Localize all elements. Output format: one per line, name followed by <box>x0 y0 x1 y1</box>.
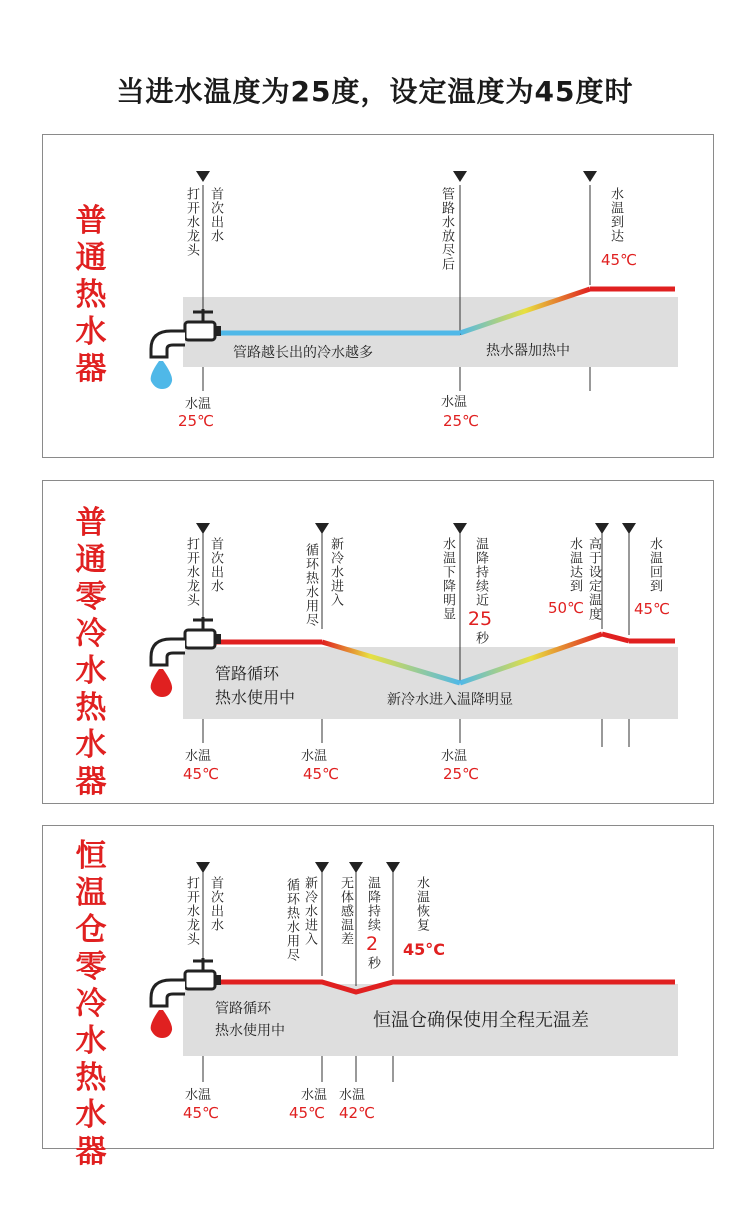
bottom-value: 45℃ <box>183 765 219 783</box>
bottom-value: 25℃ <box>443 412 479 430</box>
bar-text-left-1: 管路循环 <box>215 664 280 683</box>
bottom-value: 25℃ <box>178 412 214 430</box>
bottom-label: 水温 <box>301 749 328 764</box>
label-above-setting: 高于设定温度 <box>586 537 601 621</box>
drop-duration-unit: 秒 <box>473 631 488 645</box>
marker-triangle <box>196 171 210 182</box>
back-temp-value: 45℃ <box>634 600 670 618</box>
temp-line-over <box>602 634 629 641</box>
panel-normal-heater <box>42 134 714 458</box>
panel-2-title: 普通零冷水热水器 <box>75 505 107 800</box>
reach-temp-value: 45℃ <box>601 251 637 269</box>
bottom-label: 水温 <box>339 1088 366 1103</box>
bar-text-mid: 新冷水进入温降明显 <box>387 692 513 708</box>
bottom-label: 水温 <box>185 1088 212 1103</box>
bar-text-left-1: 管路循环 <box>215 1001 271 1017</box>
panel-zero-cold-heater <box>42 480 714 804</box>
panel-3-title: 恒温仓零冷水热水器 <box>75 838 107 1170</box>
marker-triangle <box>453 171 467 182</box>
label-temp-above: 水温达到 <box>567 537 582 593</box>
bottom-label: 水温 <box>185 397 212 412</box>
bottom-value: 42℃ <box>339 1104 375 1122</box>
bottom-label: 水温 <box>185 749 212 764</box>
label-circ-used: 循环热水用尽 <box>284 878 299 962</box>
bar-text-right: 恒温仓确保使用全程无温差 <box>373 1010 589 1031</box>
marker-triangle <box>315 523 329 534</box>
water-drop-blue <box>151 361 172 389</box>
drop-duration-text: 温降持续近 <box>473 537 488 607</box>
label-first-water: 首次出水 <box>208 187 223 243</box>
water-drop-red <box>151 1010 172 1038</box>
marker-triangle <box>196 523 210 534</box>
marker-triangle <box>315 862 329 873</box>
label-new-cold: 新冷水进入 <box>302 876 317 946</box>
label-temp-drop: 水温下降明显 <box>440 537 455 621</box>
drop-duration-num: 2 <box>365 933 379 955</box>
label-open-faucet: 打开水龙头 <box>184 537 199 607</box>
marker-triangle <box>453 523 467 534</box>
marker-triangle <box>196 862 210 873</box>
bottom-label: 水温 <box>441 749 468 764</box>
panel-1-graphic <box>43 135 713 457</box>
label-drop-duration <box>361 876 383 970</box>
label-open-faucet: 打开水龙头 <box>184 876 199 946</box>
recover-temp-value: 45°C <box>403 940 446 959</box>
bar-text-left-2: 热水使用中 <box>215 1023 285 1039</box>
label-temp-recover: 水温恢复 <box>414 876 429 932</box>
marker-triangle <box>622 523 636 534</box>
bottom-label: 水温 <box>441 395 468 410</box>
bar-text-left-2: 热水使用中 <box>215 688 296 707</box>
drop-duration-unit: 秒 <box>365 956 380 970</box>
bottom-value: 45℃ <box>303 765 339 783</box>
marker-triangle <box>349 862 363 873</box>
bottom-value: 25℃ <box>443 765 479 783</box>
label-open-faucet: 打开水龙头 <box>184 187 199 257</box>
page-title: 当进水温度为25度，设定温度为45度时 <box>116 75 634 108</box>
bar-text-right: 热水器加热中 <box>486 343 570 359</box>
marker-triangle <box>595 523 609 534</box>
label-first-water: 首次出水 <box>208 537 223 593</box>
panel-2-graphic <box>43 481 713 803</box>
panel-constant-temp-heater <box>42 825 714 1170</box>
above-temp-value: 50℃ <box>548 599 584 617</box>
label-no-sense: 无体感温差 <box>338 876 353 946</box>
panel-3-graphic <box>43 826 713 1148</box>
label-temp-back: 水温回到 <box>647 537 662 593</box>
bottom-label: 水温 <box>301 1088 328 1103</box>
label-temp-reach: 水温到达 <box>608 187 623 243</box>
drop-duration-num: 25 <box>467 608 493 630</box>
marker-triangle <box>386 862 400 873</box>
bottom-value: 45℃ <box>183 1104 219 1122</box>
marker-triangle <box>583 171 597 182</box>
bar-text-left: 管路越长出的冷水越多 <box>233 345 373 361</box>
label-new-cold: 新冷水进入 <box>328 537 343 607</box>
label-first-water: 首次出水 <box>208 876 223 932</box>
label-circ-used: 循环热水用尽 <box>303 543 318 627</box>
bottom-value: 45℃ <box>289 1104 325 1122</box>
label-pipe-drained: 管路水放尽后 <box>439 187 454 271</box>
drop-duration-text: 温降持续 <box>365 876 380 932</box>
water-drop-red <box>151 669 172 697</box>
panel-1-title: 普通热水器 <box>75 203 107 387</box>
label-drop-duration <box>467 537 493 645</box>
